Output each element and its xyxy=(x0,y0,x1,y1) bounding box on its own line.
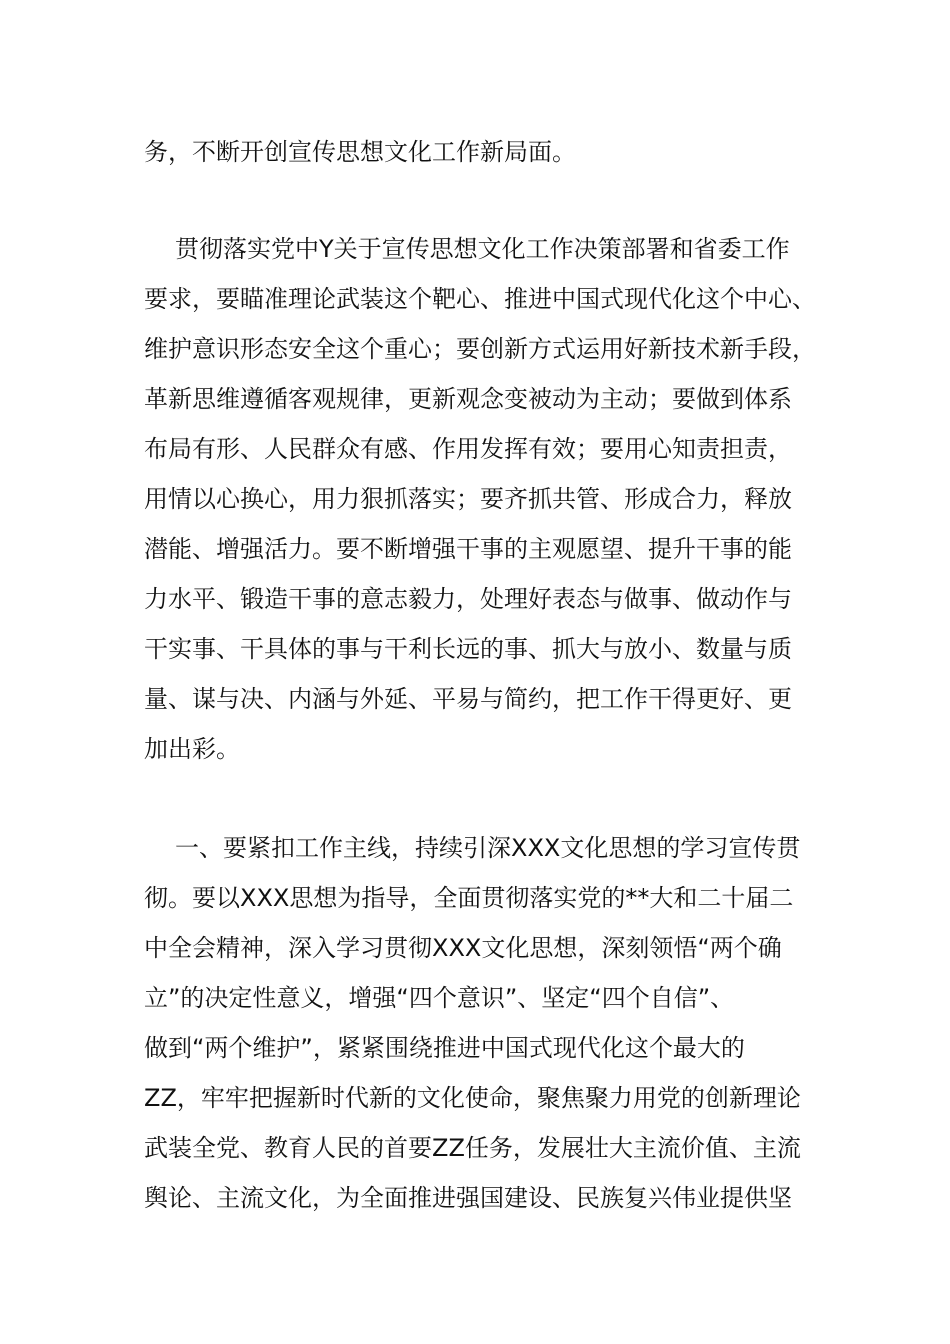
text-line: 干实事、干具体的事与干利长远的事、抓大与放小、数量与质 xyxy=(144,635,792,663)
text-line: 中全会精神，深入学习贯彻XXX文化思想，深刻领悟“两个确 xyxy=(144,934,782,962)
text-line: ZZ，牢牢把握新时代新的文化使命，聚焦聚力用党的创新理论 xyxy=(144,1084,801,1112)
text-line: 立”的决定性意义，增强“四个意识”、坚定“四个自信”、 xyxy=(144,984,735,1012)
text-line: 维护意识形态安全这个重心；要创新方式运用好新技术新手段， xyxy=(144,335,816,363)
text-line: 布局有形、人民群众有感、作用发挥有效；要用心知责担责， xyxy=(144,435,792,463)
text-line: 要求，要瞄准理论武装这个靶心、推进中国式现代化这个中心、 xyxy=(144,285,816,313)
text-line: 用情以心换心，用力狠抓落实；要齐抓共管、形成合力，释放 xyxy=(144,485,792,513)
text-line: 力水平、锻造干事的意志毅力，处理好表态与做事、做动作与 xyxy=(144,585,792,613)
text-line: 武装全党、教育人民的首要ZZ任务，发展壮大主流价值、主流 xyxy=(144,1134,801,1162)
text-line: 一、要紧扣工作主线，持续引深XXX文化思想的学习宣传贯 xyxy=(175,834,801,862)
text-line: 彻。要以XXX思想为指导，全面贯彻落实党的**大和二十届二 xyxy=(144,884,794,912)
text-line: 潜能、增强活力。要不断增强干事的主观愿望、提升干事的能 xyxy=(144,535,792,563)
text-line: 务，不断开创宣传思想文化工作新局面。 xyxy=(144,138,576,166)
text-line: 舆论、主流文化，为全面推进强国建设、民族复兴伟业提供坚 xyxy=(144,1184,792,1212)
text-line: 加出彩。 xyxy=(144,735,240,763)
text-line: 量、谋与决、内涵与外延、平易与简约，把工作干得更好、更 xyxy=(144,685,792,713)
text-line: 贯彻落实党中Y关于宣传思想文化工作决策部署和省委工作 xyxy=(175,235,790,263)
text-line: 做到“两个维护”，紧紧围绕推进中国式现代化这个最大的 xyxy=(144,1034,745,1062)
text-line: 革新思维遵循客观规律，更新观念变被动为主动；要做到体系 xyxy=(144,385,792,413)
